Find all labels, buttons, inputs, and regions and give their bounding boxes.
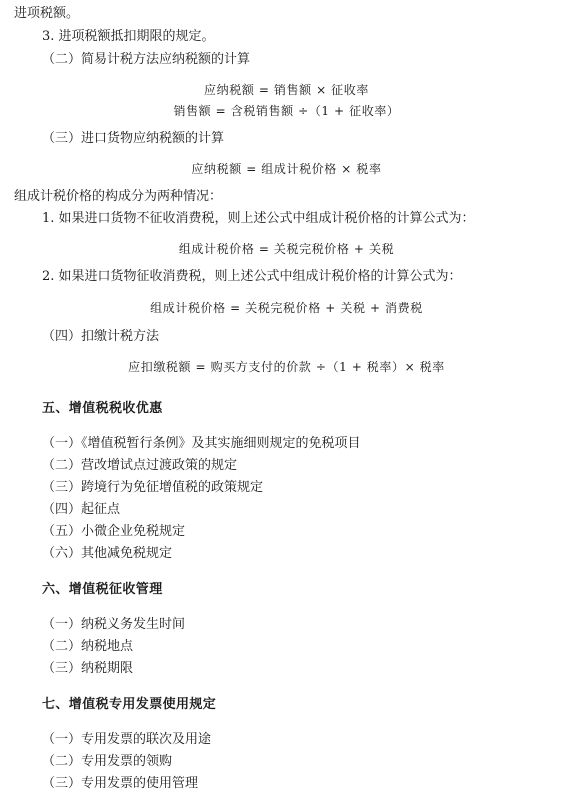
item-case-consumption-tax: 2. 如果进口货物征收消费税，则上述公式中组成计税价格的计算公式为： (42, 269, 462, 284)
formula-composition-price-2: 组成计税价格 = 关税完税价格 + 关税 + 消费税 (150, 301, 423, 315)
formula-composition-price-1: 组成计税价格 = 关税完税价格 + 关税 (178, 242, 395, 256)
subheading-import-goods: （三）进口货物应纳税额的计算 (42, 131, 225, 146)
list-item-invoice-purchase: （二）专用发票的领购 (42, 754, 173, 769)
list-item-tax-period: （三）纳税期限 (42, 661, 134, 676)
list-item-other-reductions: （六）其他减免税规定 (42, 546, 173, 561)
formula-import-tax: 应纳税额 = 组成计税价格 × 税率 (191, 162, 382, 176)
list-item-transition-policy: （二）营改增试点过渡政策的规定 (42, 458, 238, 473)
list-item-invoice-copies: （一）专用发票的联次及用途 (42, 732, 212, 747)
paragraph-composition-cases: 组成计税价格的构成分为两种情况： (14, 189, 223, 204)
item-deduction-period: 3. 进项税额抵扣期限的规定。 (42, 29, 215, 44)
list-item-obligation-time: （一）纳税义务发生时间 (42, 617, 186, 632)
paragraph-input-tax-tail: 进项税额。 (14, 6, 80, 21)
list-item-small-business: （五）小微企业免税规定 (42, 524, 186, 539)
section-heading-special-invoice: 七、增值税专用发票使用规定 (42, 697, 217, 712)
list-item-cross-border: （三）跨境行为免征增值税的政策规定 (42, 480, 264, 495)
subheading-simple-method: （二）简易计税方法应纳税额的计算 (42, 52, 251, 67)
list-item-tax-location: （二）纳税地点 (42, 639, 134, 654)
section-heading-tax-incentives: 五、增值税税收优惠 (42, 401, 163, 416)
list-item-threshold: （四）起征点 (42, 502, 121, 517)
subheading-withholding: （四）扣缴计税方法 (42, 329, 160, 344)
list-item-exempt-projects: （一）《增值税暂行条例》及其实施细则规定的免税项目 (42, 436, 361, 451)
formula-simple-tax: 应纳税额 = 销售额 × 征收率 (204, 83, 369, 97)
item-case-no-consumption-tax: 1. 如果进口货物不征收消费税，则上述公式中组成计税价格的计算公式为： (42, 211, 475, 226)
formula-withholding-tax: 应扣缴税额 = 购买方支付的价款 ÷（1 + 税率）× 税率 (128, 360, 445, 374)
section-heading-collection: 六、增值税征收管理 (42, 582, 163, 597)
list-item-invoice-management: （三）专用发票的使用管理 (42, 776, 199, 791)
formula-sales-amount: 销售额 = 含税销售额 ÷（1 + 征收率） (173, 104, 400, 118)
